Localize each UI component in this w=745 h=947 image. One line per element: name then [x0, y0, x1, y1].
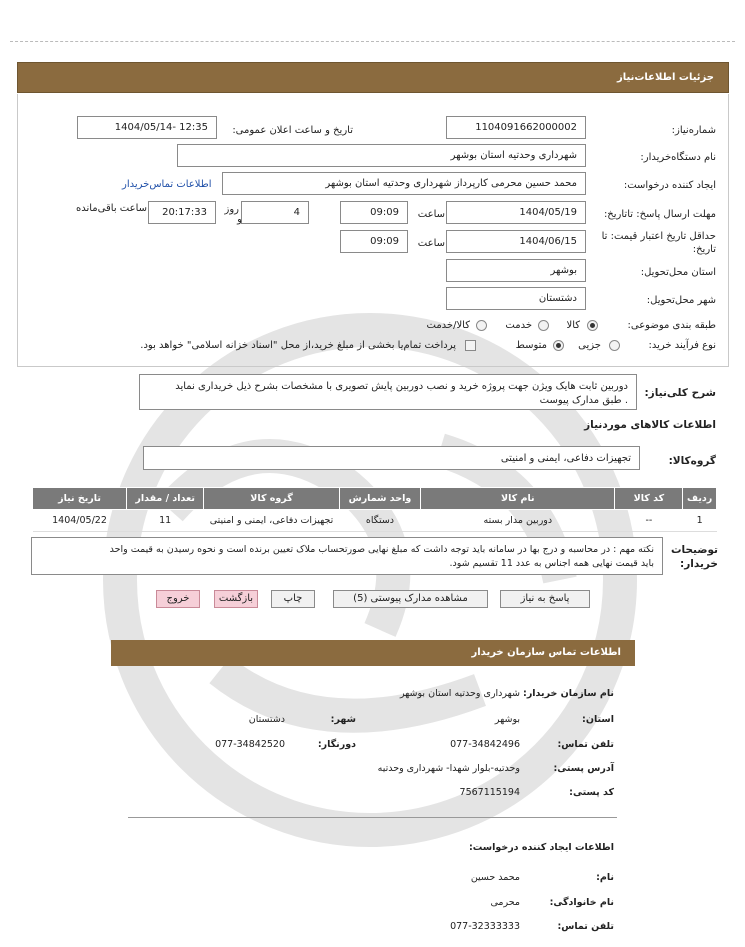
top-divider — [10, 41, 735, 42]
contact-org-value: شهرداری وحدتیه استان بوشهر — [399, 688, 520, 699]
days-label: روز — [224, 204, 239, 215]
contact-postal-value: 7567115194 — [459, 787, 520, 798]
col-date: تاریخ نیاز — [33, 488, 127, 510]
buyer-org-field: شهرداری وحدتیه استان بوشهر — [177, 144, 586, 167]
need-number-label: شماره‌نیاز: — [671, 125, 716, 136]
category-option-both: کالا/خدمت — [426, 320, 470, 331]
col-unit: واحد شمارش — [339, 488, 420, 510]
days-remaining-field: 4 — [241, 201, 309, 224]
reply-button[interactable]: پاسخ به نیاز — [500, 590, 590, 608]
creator-phone-value: 077-32333333 — [450, 921, 520, 932]
notes-line-2: باید قیمت نهایی همه اجناس به عدد 11 تقسیم شود. — [449, 558, 654, 569]
category-radio-both[interactable] — [476, 320, 487, 331]
contact-province-value: بوشهر — [494, 714, 520, 725]
announce-field: 1404/05/14- 12:35 — [77, 116, 217, 139]
buyer-contact-link[interactable]: اطلاعات تماس‌خریدار — [122, 179, 212, 190]
col-row: ردیف — [683, 488, 717, 510]
city-field: دشتستان — [446, 287, 586, 310]
contact-address-label: آدرس پستی: — [553, 763, 614, 774]
process-radio-medium[interactable] — [553, 340, 564, 351]
category-label: طبقه بندی موضوعی: — [627, 320, 716, 331]
contact-postal-label: کد پستی: — [569, 787, 614, 798]
process-option-minor: جزیی — [578, 340, 601, 351]
creator-name-value: محمد حسین — [470, 872, 520, 883]
process-option-medium: متوسط — [515, 340, 547, 351]
items-table — [32, 487, 717, 532]
deadline-date-field: 1404/05/19 — [446, 201, 586, 224]
contact-fax-value: 077-34842520 — [215, 739, 285, 750]
contact-city-value: دشتستان — [248, 714, 285, 725]
notes-line-1: نکته مهم : در محاسبه و درج بها در سامانه باید توجه داشت که مبلغ نهایی صورتحساب ملاک تعیین برنده است و نحوه رسیدن به قیمت واحد — [109, 544, 654, 555]
cell-name: دوربین مدار بسته — [421, 510, 615, 532]
contact-org-label: نام سازمان خریدار: — [523, 688, 614, 699]
creator-family-value: محرمی — [490, 897, 520, 908]
announce-label: تاریخ و ساعت اعلان عمومی: — [232, 125, 353, 136]
cell-code: -- — [615, 510, 683, 532]
col-qty: تعداد / مقدار — [127, 488, 204, 510]
cell-row: 1 — [683, 510, 717, 532]
validity-label-2: تاریخ: — [692, 244, 716, 255]
panel-title: جزئیات اطلاعات‌نیاز — [17, 62, 729, 93]
print-button[interactable]: چاپ — [271, 590, 315, 608]
creator-family-label: نام خانوادگی: — [549, 897, 614, 908]
table-row — [33, 510, 717, 532]
validity-time-label: ساعت — [417, 238, 445, 249]
city-label: شهر محل‌تحویل: — [646, 295, 716, 306]
contact-phone-label: تلفن تماس: — [557, 739, 614, 750]
exit-button[interactable]: خروج — [156, 590, 200, 608]
need-number-field: 1104091662000002 — [446, 116, 586, 139]
creator-label: ایجاد کننده درخواست: — [623, 180, 716, 191]
creator-name-label: نام: — [596, 872, 614, 883]
attachments-button[interactable]: مشاهده مدارک پیوستی (5) — [333, 590, 488, 608]
description-box — [139, 374, 637, 410]
cell-unit: دستگاه — [339, 510, 420, 532]
category-option-goods: کالا — [566, 320, 580, 331]
creator-info-title: اطلاعات ایجاد کننده درخواست: — [468, 842, 614, 853]
validity-label: حداقل تاریخ اعتبار قیمت: تا — [601, 231, 716, 242]
contact-city-label: شهر: — [330, 714, 356, 725]
items-table-header — [33, 488, 717, 510]
process-label: نوع فرآیند خرید: — [648, 340, 716, 351]
back-button[interactable]: بازگشت — [214, 590, 258, 608]
goods-section-title: اطلاعات کالاهای موردنیاز — [584, 419, 716, 431]
goods-group-field: تجهیزات دفاعی، ایمنی و امنیتی — [143, 446, 640, 470]
col-group: گروه کالا — [204, 488, 339, 510]
cell-group: تجهیزات دفاعی، ایمنی و امنیتی — [204, 510, 339, 532]
contact-fax-label: دورنگار: — [317, 739, 356, 750]
validity-time-field: 09:09 — [340, 230, 408, 253]
contact-phone-value: 077-34842496 — [450, 739, 520, 750]
days-label-suffix: و — [237, 214, 242, 225]
category-radio-service[interactable] — [538, 320, 549, 331]
category-option-service: خدمت — [505, 320, 532, 331]
creator-field: محمد حسین محرمی کارپرداز شهرداری وحدتیه استان بوشهر — [222, 172, 586, 195]
contact-section-title: اطلاعات تماس سازمان خریدار — [111, 640, 635, 666]
process-radio-minor[interactable] — [609, 340, 620, 351]
goods-group-label: گروه‌کالا: — [668, 455, 716, 467]
validity-date-field: 1404/06/15 — [446, 230, 586, 253]
treasury-payment-checkbox[interactable] — [465, 340, 476, 351]
remaining-time-field: 20:17:33 — [148, 201, 216, 224]
notes-label-2: خریدار: — [680, 558, 718, 570]
creator-phone-label: تلفن تماس: — [557, 921, 614, 932]
notes-label: توضیحات — [670, 544, 718, 556]
description-label: شرح کلی‌نیاز: — [644, 387, 716, 399]
deadline-label: مهلت ارسال پاسخ: تاتاریخ: — [603, 209, 716, 220]
remaining-time-label: ساعت باقی‌مانده — [75, 203, 147, 214]
contact-divider — [128, 817, 617, 818]
notes-box — [31, 537, 663, 575]
category-radio-goods[interactable] — [587, 320, 598, 331]
contact-province-label: استان: — [582, 714, 614, 725]
cell-date: 1404/05/22 — [33, 510, 127, 532]
buyer-org-label: نام دستگاه‌خریدار: — [640, 152, 716, 163]
province-label: استان محل‌تحویل: — [640, 267, 716, 278]
treasury-payment-note: پرداخت تمام‌یا بخشی از مبلغ خرید،از محل "اسناد خزانه اسلامی" خواهد بود. — [140, 340, 456, 351]
province-field: بوشهر — [446, 259, 586, 282]
description-line-1: دوربین ثابت هایک ویژن جهت پروژه خرید و نصب دوربین پایش تصویری با مشخصات بشرح ذیل خریداری نماید — [175, 381, 628, 392]
cell-qty: 11 — [127, 510, 204, 532]
description-line-2: . طبق مدارک پیوست — [539, 395, 628, 406]
col-name: نام کالا — [421, 488, 615, 510]
deadline-time-label: ساعت — [417, 209, 445, 220]
contact-address-value: وحدتیه-بلوار شهدا- شهرداری وحدتیه — [377, 763, 520, 774]
deadline-time-field: 09:09 — [340, 201, 408, 224]
col-code: کد کالا — [615, 488, 683, 510]
